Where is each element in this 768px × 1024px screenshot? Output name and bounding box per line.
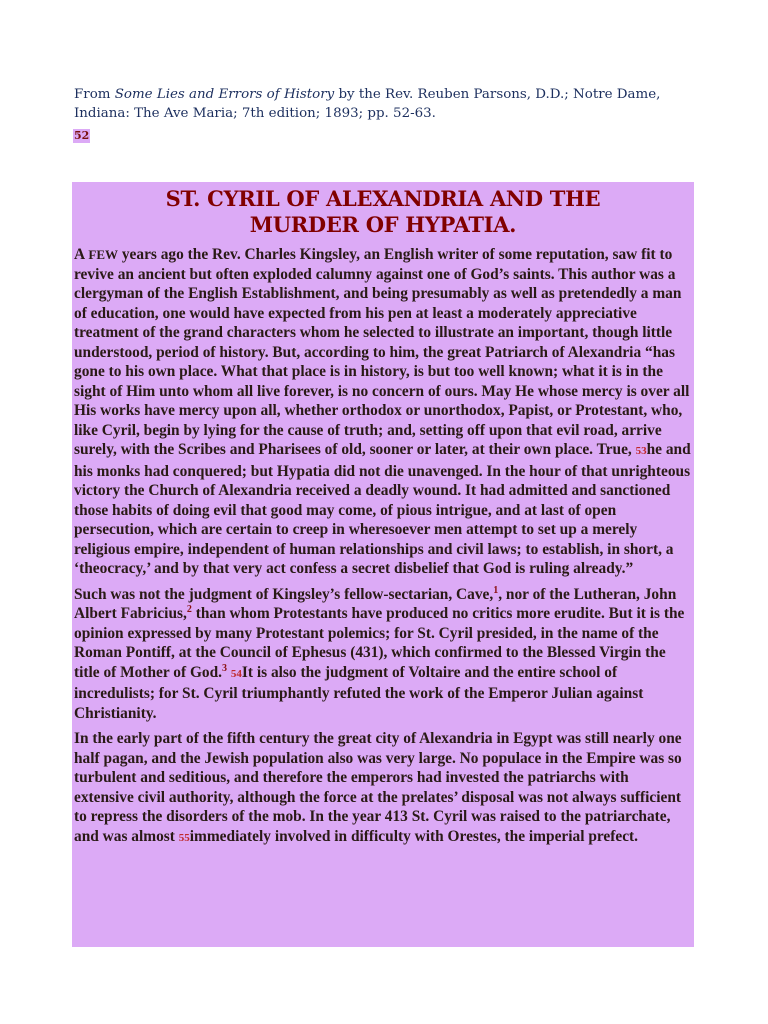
paragraph-3-text-a: In the early part of the fifth century the great city of Alexandria in Egypt was still nearly one half pagan, and the Jewish population also was very large. No populace in the Empire was so turbulent and seditious, and therefore the emperors had invested the patriarchs with extensive civil authority, although the force at the prelates’ disposal was not always sufficient to repress the disorders of the mob. In the year 413 St. Cyril was raised to the patriarchate, and was almost xyxy=(74,730,682,845)
title-line-1: ST. CYRIL OF ALEXANDRIA AND THE xyxy=(165,186,601,211)
dropcap: A xyxy=(74,246,86,263)
smallcaps-few: FEW xyxy=(85,247,118,262)
paragraph-1-text-a: years ago the Rev. Charles Kingsley, an English writer of some reputation, saw fit to revive an ancient but often exploded calumny against one of God’s saints. This author was a clergyman of the English Establishment, and being presumably as well as pretendedly a man of education, one would have expected from his pen at least a moderately appreciative treatment of the grand characters whom he selected to illustrate an important, though little understood, period of history. But, according to him, the great Patriarch of Alexandria “has gone to his own place. What that place is in history, is but too well known; what it is in the sight of Him unto whom all live forever, is no concern of ours. May He whose mercy is over all His works have mercy upon all, whether orthodox or unorthodox, Papist, or Protestant, who, like Cyril, begin by lying for the cause of truth; and, setting off upon that evil road, arrive surely, with the Scribes and Pharisees of old, sooner or later, at their own place. True, xyxy=(74,246,690,458)
article-body xyxy=(74,245,694,848)
footnote-ref-3[interactable]: 3 xyxy=(222,662,228,674)
citation-suffix: by the Rev. Reuben Parsons, D.D.; Notre Dame, Indiana: The Ave Maria; 7th edition; 1893; pp. 52-63. xyxy=(74,87,661,121)
page-marker-52[interactable]: 52 xyxy=(74,129,90,142)
article-panel xyxy=(72,182,694,947)
citation-prefix: From xyxy=(74,87,115,102)
paragraph-2-text-d: It is also the judgment of Voltaire and the entire school of incredulists; for St. Cyril triumphantly refuted the work of the Emperor Julian against Christianity. xyxy=(74,663,644,722)
footnote-ref-1[interactable]: 1 xyxy=(493,584,499,596)
page-marker-54[interactable]: 54 xyxy=(230,667,242,680)
paragraph-3 xyxy=(74,729,692,848)
page-marker-55[interactable]: 55 xyxy=(178,831,190,844)
paragraph-2 xyxy=(74,585,692,724)
source-citation xyxy=(74,85,694,123)
paragraph-3-text-b: immediately involved in difficulty with Orestes, the imperial prefect. xyxy=(189,827,639,845)
article-title xyxy=(72,186,694,238)
citation-book-title: Some Lies and Errors of History xyxy=(114,87,335,102)
paragraph-1-text-b: he and his monks had conquered; but Hypatia did not die unavenged. In the hour of that unrighteous victory the Church of Alexandria received a deadly wound. It had admitted and sanctioned those habits of doing evil that good may come, of pious intrigue, and at last of open persecution, which are certain to creep in wheresoever men attempt to set up a merely religious empire, independent of human relationships and civil laws; to establish, in short, a ‘theocracy,’ and by that very act confess a secret disbelief that God is ruling already.” xyxy=(74,441,691,577)
paragraph-1 xyxy=(74,245,692,579)
page-marker-53[interactable]: 53 xyxy=(635,445,647,457)
paragraph-2-text-c: than whom Protestants have produced no critics more erudite. But it is the opinion expressed by many Protestant polemics; for St. Cyril presided, in the name of the Roman Pontiff, at the Council of Ephesus (431), which confirmed to the Blessed Virgin the title of Mother of God. xyxy=(74,605,685,681)
paragraph-2-text-b: , nor of the Lutheran, John Albert Fabricius, xyxy=(74,585,677,622)
title-line-2: MURDER OF HYPATIA. xyxy=(249,212,517,237)
paragraph-2-text-a: Such was not the judgment of Kingsley’s fellow-sectarian, Cave, xyxy=(74,585,494,603)
footnote-ref-2[interactable]: 2 xyxy=(186,603,192,615)
